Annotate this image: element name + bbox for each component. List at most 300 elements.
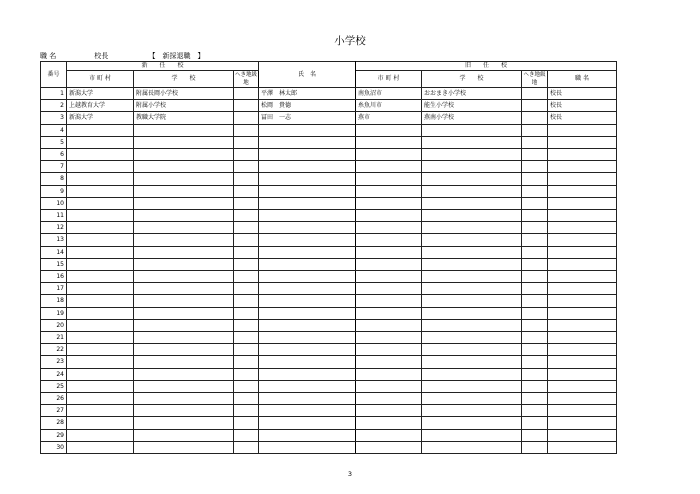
new-school-cell — [134, 234, 234, 246]
new-city-cell — [67, 210, 134, 222]
old-school-cell — [422, 161, 522, 173]
new-city-cell — [67, 393, 134, 405]
old-city-cell — [356, 246, 422, 258]
new-city-cell — [67, 405, 134, 417]
row-number: 30 — [41, 441, 67, 453]
name-cell — [259, 258, 356, 270]
header-new-school-group: 新 任 校 — [67, 62, 259, 71]
header-name: 氏 名 — [259, 62, 356, 88]
name-cell — [259, 429, 356, 441]
old-school-cell — [422, 441, 522, 453]
old-post-cell — [548, 417, 617, 429]
old-post-cell — [548, 271, 617, 283]
row-number: 8 — [41, 173, 67, 185]
table-row — [41, 271, 617, 283]
new-school-cell — [134, 368, 234, 380]
old-school-cell — [422, 319, 522, 331]
new-remote-cell — [234, 112, 259, 124]
header-old-school: 学 校 — [422, 71, 522, 88]
row-number: 9 — [41, 185, 67, 197]
old-remote-cell — [522, 136, 548, 148]
new-school-cell — [134, 149, 234, 161]
header-old-remote: へき地級 地 — [523, 72, 546, 86]
old-school-cell — [422, 307, 522, 319]
old-post-cell — [548, 344, 617, 356]
name-cell — [259, 441, 356, 453]
row-number: 10 — [41, 197, 67, 209]
table-row — [41, 441, 617, 453]
new-remote-cell — [234, 429, 259, 441]
new-remote-cell — [234, 380, 259, 392]
old-post-cell — [548, 234, 617, 246]
table-row — [41, 332, 617, 344]
new-school-cell — [134, 185, 234, 197]
new-city-cell — [67, 149, 134, 161]
row-number: 24 — [41, 368, 67, 380]
new-city-cell — [67, 356, 134, 368]
new-school-cell — [134, 258, 234, 270]
old-post-cell — [548, 161, 617, 173]
personnel-table — [40, 61, 617, 454]
table-row — [41, 136, 617, 148]
old-city-cell: 糸魚川市 — [356, 100, 422, 112]
new-school-cell: 附属小学校 — [134, 100, 234, 112]
new-remote-cell — [234, 197, 259, 209]
name-cell — [259, 161, 356, 173]
header-new-remote: へき地級 地 — [235, 72, 258, 86]
row-number: 6 — [41, 149, 67, 161]
new-city-cell — [67, 332, 134, 344]
new-remote-cell — [234, 100, 259, 112]
new-school-cell — [134, 344, 234, 356]
old-remote-cell — [522, 307, 548, 319]
new-remote-cell — [234, 319, 259, 331]
name-cell — [259, 393, 356, 405]
new-remote-cell — [234, 222, 259, 234]
new-city-cell — [67, 295, 134, 307]
new-city-cell: 上越教育大学 — [67, 100, 134, 112]
new-remote-cell — [234, 136, 259, 148]
table-row — [41, 161, 617, 173]
new-city-cell — [67, 173, 134, 185]
old-post-cell — [548, 246, 617, 258]
old-city-cell — [356, 161, 422, 173]
old-city-cell — [356, 307, 422, 319]
name-cell — [259, 319, 356, 331]
new-school-cell — [134, 417, 234, 429]
table-row — [41, 222, 617, 234]
old-school-cell — [422, 197, 522, 209]
old-school-cell — [422, 222, 522, 234]
old-school-cell — [422, 380, 522, 392]
old-school-cell: 能生小学校 — [422, 100, 522, 112]
row-number: 11 — [41, 210, 67, 222]
old-post-cell — [548, 295, 617, 307]
new-school-cell — [134, 161, 234, 173]
old-city-cell — [356, 197, 422, 209]
table-row — [41, 307, 617, 319]
old-remote-cell — [522, 197, 548, 209]
table-row — [41, 210, 617, 222]
old-remote-cell — [522, 283, 548, 295]
old-post-cell — [548, 380, 617, 392]
old-post-cell — [548, 356, 617, 368]
old-school-cell — [422, 234, 522, 246]
old-post-cell — [548, 368, 617, 380]
new-city-cell — [67, 417, 134, 429]
old-city-cell — [356, 380, 422, 392]
old-post-cell — [548, 258, 617, 270]
new-remote-cell — [234, 149, 259, 161]
new-remote-cell — [234, 441, 259, 453]
name-cell — [259, 185, 356, 197]
old-remote-cell — [522, 173, 548, 185]
old-city-cell — [356, 234, 422, 246]
new-remote-cell — [234, 246, 259, 258]
new-remote-cell — [234, 271, 259, 283]
old-remote-cell — [522, 234, 548, 246]
row-number: 21 — [41, 332, 67, 344]
old-remote-cell — [522, 210, 548, 222]
old-school-cell — [422, 393, 522, 405]
name-cell — [259, 246, 356, 258]
row-number: 23 — [41, 356, 67, 368]
old-city-cell — [356, 344, 422, 356]
new-remote-cell — [234, 417, 259, 429]
old-remote-cell — [522, 222, 548, 234]
old-city-cell — [356, 283, 422, 295]
meta-value: 校長 — [94, 52, 109, 60]
old-school-cell — [422, 356, 522, 368]
table-row — [41, 100, 617, 112]
old-remote-cell — [522, 258, 548, 270]
old-remote-cell — [522, 185, 548, 197]
header-new-school: 学 校 — [134, 71, 234, 88]
new-school-cell — [134, 332, 234, 344]
old-school-cell — [422, 405, 522, 417]
name-cell — [259, 368, 356, 380]
old-remote-cell — [522, 417, 548, 429]
row-number: 17 — [41, 283, 67, 295]
old-remote-cell — [522, 356, 548, 368]
new-remote-cell — [234, 307, 259, 319]
new-city-cell — [67, 368, 134, 380]
old-post-cell — [548, 405, 617, 417]
table-row — [41, 429, 617, 441]
old-school-cell — [422, 368, 522, 380]
header-old-post: 職 名 — [548, 71, 617, 88]
new-remote-cell — [234, 88, 259, 100]
old-school-cell — [422, 210, 522, 222]
old-post-cell: 校長 — [548, 100, 617, 112]
old-post-cell — [548, 441, 617, 453]
row-number: 5 — [41, 136, 67, 148]
table-row — [41, 149, 617, 161]
new-remote-cell — [234, 161, 259, 173]
row-number: 28 — [41, 417, 67, 429]
old-post-cell — [548, 222, 617, 234]
old-school-cell — [422, 295, 522, 307]
old-city-cell — [356, 185, 422, 197]
name-cell — [259, 332, 356, 344]
new-school-cell — [134, 222, 234, 234]
table-row — [41, 173, 617, 185]
name-cell — [259, 149, 356, 161]
old-post-cell — [548, 173, 617, 185]
table-row — [41, 197, 617, 209]
name-cell — [259, 124, 356, 136]
table-row — [41, 112, 617, 124]
table-row — [41, 185, 617, 197]
table-row — [41, 368, 617, 380]
header-number: 番号 — [41, 62, 67, 88]
name-cell — [259, 173, 356, 185]
new-remote-cell — [234, 185, 259, 197]
old-city-cell — [356, 319, 422, 331]
row-number: 3 — [41, 112, 67, 124]
new-city-cell — [67, 197, 134, 209]
new-school-cell — [134, 405, 234, 417]
table-row — [41, 405, 617, 417]
old-city-cell — [356, 149, 422, 161]
meta-line — [40, 51, 204, 61]
new-school-cell — [134, 173, 234, 185]
row-number: 1 — [41, 88, 67, 100]
old-school-cell — [422, 344, 522, 356]
new-remote-cell — [234, 405, 259, 417]
name-cell — [259, 197, 356, 209]
new-city-cell — [67, 344, 134, 356]
old-school-cell — [422, 332, 522, 344]
old-remote-cell — [522, 246, 548, 258]
old-city-cell — [356, 356, 422, 368]
new-remote-cell — [234, 393, 259, 405]
name-cell: 平澤 林太郎 — [259, 88, 356, 100]
old-remote-cell — [522, 100, 548, 112]
table-row — [41, 393, 617, 405]
meta-label: 職 名 — [40, 52, 57, 60]
new-school-cell — [134, 356, 234, 368]
new-city-cell — [67, 185, 134, 197]
new-school-cell — [134, 124, 234, 136]
new-remote-cell — [234, 332, 259, 344]
new-remote-cell — [234, 124, 259, 136]
old-city-cell — [356, 295, 422, 307]
new-remote-cell — [234, 258, 259, 270]
row-number: 29 — [41, 429, 67, 441]
old-post-cell: 校長 — [548, 112, 617, 124]
new-city-cell — [67, 222, 134, 234]
table-row — [41, 246, 617, 258]
table-row — [41, 380, 617, 392]
old-remote-cell — [522, 149, 548, 161]
table-body — [41, 88, 617, 454]
name-cell — [259, 417, 356, 429]
row-number: 2 — [41, 100, 67, 112]
table-row — [41, 88, 617, 100]
old-city-cell — [356, 173, 422, 185]
new-school-cell — [134, 246, 234, 258]
row-number: 26 — [41, 393, 67, 405]
old-remote-cell — [522, 368, 548, 380]
new-remote-cell — [234, 234, 259, 246]
new-city-cell — [67, 234, 134, 246]
header-old-city: 市 町 村 — [356, 71, 422, 88]
name-cell — [259, 344, 356, 356]
new-school-cell — [134, 283, 234, 295]
old-school-cell: 燕南小学校 — [422, 112, 522, 124]
new-city-cell — [67, 161, 134, 173]
name-cell — [259, 405, 356, 417]
new-city-cell — [67, 429, 134, 441]
old-school-cell — [422, 173, 522, 185]
row-number: 19 — [41, 307, 67, 319]
new-school-cell — [134, 136, 234, 148]
new-remote-cell — [234, 344, 259, 356]
old-remote-cell — [522, 393, 548, 405]
new-remote-cell — [234, 173, 259, 185]
old-remote-cell — [522, 405, 548, 417]
old-post-cell — [548, 185, 617, 197]
old-city-cell — [356, 393, 422, 405]
name-cell — [259, 234, 356, 246]
name-cell: 松岡 貴德 — [259, 100, 356, 112]
old-post-cell — [548, 124, 617, 136]
new-remote-cell — [234, 368, 259, 380]
new-school-cell — [134, 441, 234, 453]
old-remote-cell — [522, 344, 548, 356]
old-school-cell — [422, 258, 522, 270]
old-remote-cell — [522, 429, 548, 441]
old-school-cell — [422, 246, 522, 258]
old-post-cell — [548, 393, 617, 405]
new-school-cell — [134, 380, 234, 392]
old-school-cell: おおまき小学校 — [422, 88, 522, 100]
old-remote-cell — [522, 88, 548, 100]
old-post-cell — [548, 319, 617, 331]
new-city-cell — [67, 136, 134, 148]
row-number: 20 — [41, 319, 67, 331]
old-city-cell — [356, 429, 422, 441]
new-city-cell — [67, 307, 134, 319]
new-remote-cell — [234, 295, 259, 307]
new-school-cell: 教職大学院 — [134, 112, 234, 124]
new-city-cell — [67, 441, 134, 453]
row-number: 18 — [41, 295, 67, 307]
old-remote-cell — [522, 161, 548, 173]
new-school-cell — [134, 197, 234, 209]
table-row — [41, 344, 617, 356]
old-city-cell — [356, 271, 422, 283]
row-number: 14 — [41, 246, 67, 258]
old-remote-cell — [522, 380, 548, 392]
old-remote-cell — [522, 295, 548, 307]
old-post-cell — [548, 307, 617, 319]
old-school-cell — [422, 136, 522, 148]
name-cell — [259, 295, 356, 307]
new-city-cell — [67, 283, 134, 295]
name-cell: 冨田 一志 — [259, 112, 356, 124]
old-remote-cell — [522, 112, 548, 124]
old-city-cell — [356, 332, 422, 344]
row-number: 13 — [41, 234, 67, 246]
old-city-cell — [356, 222, 422, 234]
table-row — [41, 124, 617, 136]
old-city-cell: 南魚沼市 — [356, 88, 422, 100]
table-row — [41, 283, 617, 295]
table-row — [41, 258, 617, 270]
old-remote-cell — [522, 441, 548, 453]
meta-type: 【 新採退職 】 — [148, 52, 205, 60]
old-city-cell — [356, 417, 422, 429]
old-city-cell — [356, 441, 422, 453]
old-school-cell — [422, 429, 522, 441]
new-remote-cell — [234, 283, 259, 295]
header-new-city: 市 町 村 — [67, 71, 134, 88]
table-row — [41, 295, 617, 307]
old-city-cell — [356, 136, 422, 148]
old-school-cell — [422, 417, 522, 429]
new-city-cell: 新潟大学 — [67, 112, 134, 124]
old-school-cell — [422, 271, 522, 283]
old-post-cell — [548, 136, 617, 148]
row-number: 27 — [41, 405, 67, 417]
old-school-cell — [422, 124, 522, 136]
old-city-cell — [356, 405, 422, 417]
old-city-cell — [356, 124, 422, 136]
row-number: 25 — [41, 380, 67, 392]
row-number: 22 — [41, 344, 67, 356]
new-school-cell — [134, 429, 234, 441]
new-school-cell — [134, 271, 234, 283]
new-school-cell — [134, 307, 234, 319]
old-city-cell — [356, 210, 422, 222]
row-number: 7 — [41, 161, 67, 173]
table-row — [41, 417, 617, 429]
old-remote-cell — [522, 271, 548, 283]
old-post-cell — [548, 210, 617, 222]
name-cell — [259, 210, 356, 222]
name-cell — [259, 380, 356, 392]
name-cell — [259, 222, 356, 234]
table-row — [41, 234, 617, 246]
name-cell — [259, 307, 356, 319]
old-remote-cell — [522, 124, 548, 136]
old-remote-cell — [522, 319, 548, 331]
table-row — [41, 319, 617, 331]
new-city-cell — [67, 246, 134, 258]
row-number: 15 — [41, 258, 67, 270]
old-school-cell — [422, 185, 522, 197]
table-row — [41, 356, 617, 368]
new-city-cell: 新潟大学 — [67, 88, 134, 100]
old-city-cell: 燕市 — [356, 112, 422, 124]
new-school-cell — [134, 393, 234, 405]
old-post-cell: 校長 — [548, 88, 617, 100]
new-remote-cell — [234, 356, 259, 368]
name-cell — [259, 271, 356, 283]
new-city-cell — [67, 271, 134, 283]
old-city-cell — [356, 368, 422, 380]
old-post-cell — [548, 283, 617, 295]
page-number: 3 — [347, 470, 353, 478]
name-cell — [259, 283, 356, 295]
old-post-cell — [548, 332, 617, 344]
new-school-cell — [134, 295, 234, 307]
row-number: 4 — [41, 124, 67, 136]
old-city-cell — [356, 258, 422, 270]
old-school-cell — [422, 149, 522, 161]
